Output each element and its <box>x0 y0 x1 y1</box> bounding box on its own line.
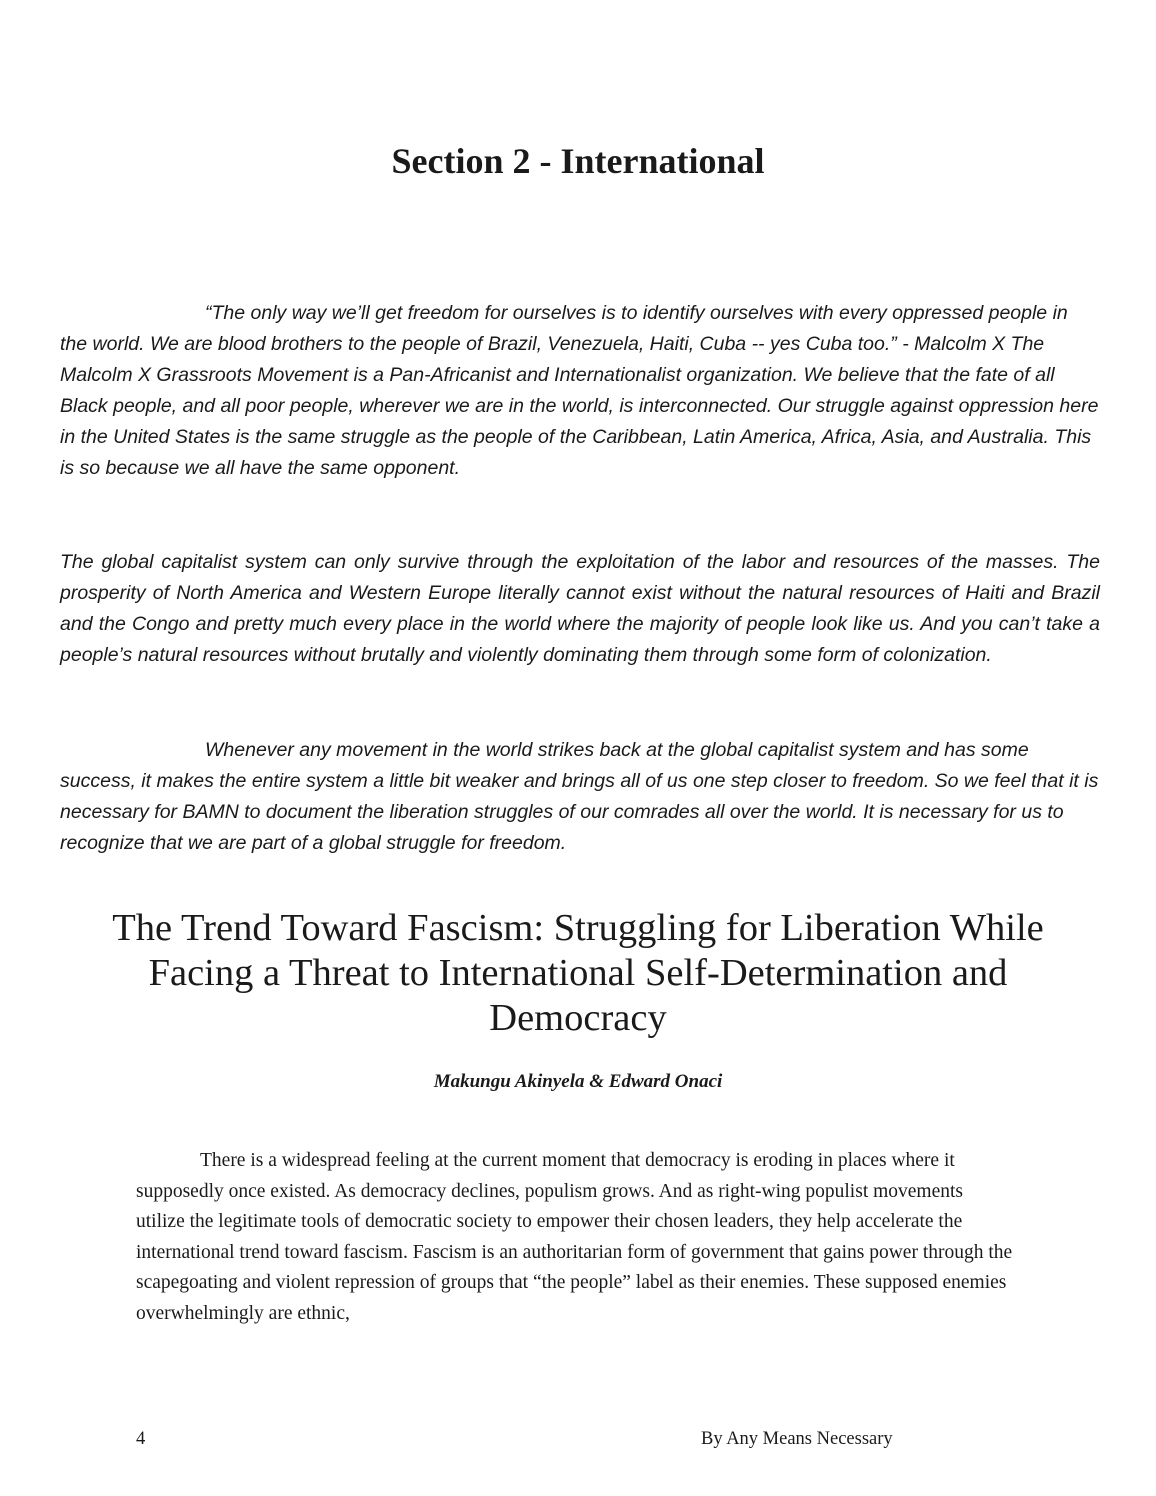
intro-paragraph-3: Whenever any movement in the world strikes back at the global capitalist system and has some success, it makes the entire system a little bit weaker and brings all of us one step closer to freedom. So we feel that it is necessary for BAMN to document the liberation struggles of our comrades all over the world. It is necessary for us to recognize that we are part of a global struggle for freedom. <box>60 739 1099 854</box>
article-title: The Trend Toward Fascism: Struggling for Liberation While Facing a Threat to International Self-Determination and Democracy <box>112 907 1044 1039</box>
page-number: 4 <box>136 1429 146 1449</box>
footer-publication-title: By Any Means Necessary <box>701 1429 893 1449</box>
intro-paragraph-1: “The only way we’ll get freedom for ourselves is to identify ourselves with every oppressed people in the world. We are blood brothers to the people of Brazil, Venezuela, Haiti, Cuba -- yes Cuba too.” - Malcolm X The Malcolm X Grassroots Movement is a Pan-Africanist and Internationalist organization. We believe that the fate of all Black people, and all poor people, wherever we are in the world, is interconnected. Our struggle against oppression here in the United States is the same struggle as the people of the Caribbean, Latin America, Africa, Asia, and Australia. This is so because we all have the same opponent. <box>60 302 1099 479</box>
article-byline: Makungu Akinyela & Edward Onaci <box>433 1071 723 1092</box>
section-title: Section 2 - International <box>391 141 765 181</box>
intro-paragraph-2: The global capitalist system can only survive through the exploitation of the labor and resources of the masses. The prosperity of North America and Western Europe literally cannot exist without the natural resources of Haiti and Brazil and the Congo and pretty much every place in the world where the majority of people look like us. And you can’t take a people’s natural resources without brutally and violently dominating them through some form of colonization. <box>60 551 1100 666</box>
article-body: There is a widespread feeling at the current moment that democracy is eroding in places where it supposedly once existed. As democracy declines, populism grows. And as right-wing populist movements utilize the legitimate tools of democratic society to empower their chosen leaders, they help accelerate the international trend toward fascism. Fascism is an authoritarian form of government that gains power through the scapegoating and violent repression of groups that “the people” label as their enemies. These supposed enemies overwhelmingly are ethnic, <box>136 1150 1013 1324</box>
